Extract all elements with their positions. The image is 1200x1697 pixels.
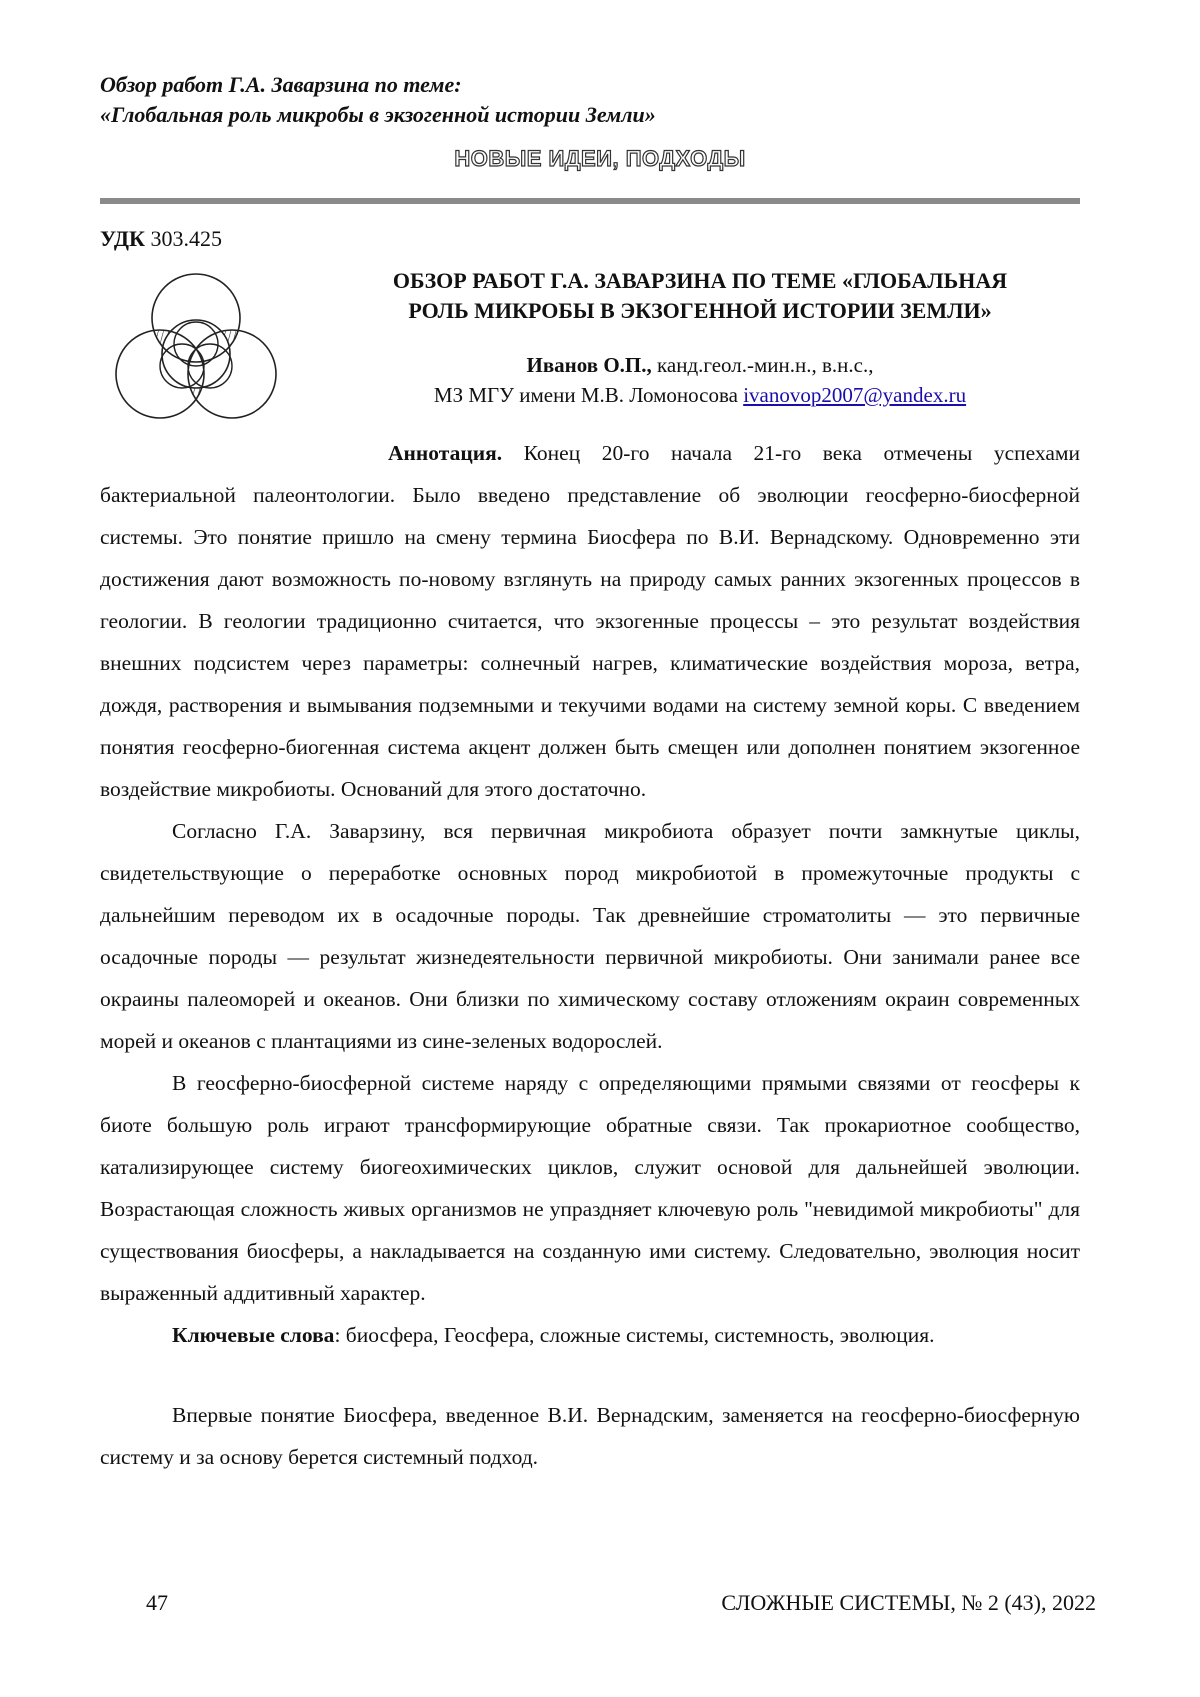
title-line1: ОБЗОР РАБОТ Г.А. ЗАВАРЗИНА ПО ТЕМЕ «ГЛОБАЛЬНАЯ [392,268,1008,293]
author-line1 [320,350,1080,380]
author-email-link[interactable]: ivanovop2007@yandex.ru [743,383,967,407]
section-banner: НОВЫЕ ИДЕИ, ПОДХОДЫ [454,146,746,171]
udc-value: 303.425 [150,226,223,251]
header-divider [100,198,1080,204]
journal-footer: СЛОЖНЫЕ СИСТЕМЫ, № 2 (43), 2022 [721,1590,1096,1615]
author-name: Иванов О.П., [526,353,652,377]
running-title-line1: Обзор работ Г.А. Заварзина по теме: [100,72,462,97]
abstract-text: Конец 20-го начала 21-го века отмечены успехами бактериальной палеонтологии. Было введено представление об эволюции геосферно-биосферной системы. Это понятие пришло на смену термина Биосфера по В.И. Вернадскому. Одновременно эти достижения дают возможность по-новому взглянуть на природу самых ранних экзогенных процессов в геологии. В геологии традиционно считается, что экзогенные процессы – это результат воздействия внешних подсистем через параметры: солнечный нагрев, климатические воздействия мороза, ветра, дождя, растворения и вымывания подземными и текучими водами на систему земной коры. С введением понятия геосферно-биогенная система акцент должен быть смещен или дополнен понятием экзогенное воздействие микробиоты. Оснований для этого достаточно. [100,441,1080,801]
abstract-paragraph-3: В геосферно-биосферной системе наряду с определяющими прямыми связями от геосферы к биоте большую роль играют трансформирующие обратные связи. Так прокариотное сообщество, катализирующее систему биогеохимических циклов, служит основой для дальнейшей эволюции. Возрастающая сложность живых организмов не упраздняет ключевую роль "невидимой микробиоты" для существования биосферы, а накладывается на созданную ими систему. Следовательно, эволюция носит выраженный аддитивный характер. [100,1071,1080,1305]
udc-label: УДК [100,226,146,251]
udc-code [100,226,222,252]
keywords-text: : биосфера, Геосфера, сложные системы, системность, эволюция. [334,1323,935,1347]
article-title [320,266,1080,326]
author-block [320,350,1080,410]
author-affiliation: МЗ МГУ имени М.В. Ломоносова [433,383,744,407]
keywords-label: Ключевые слова [172,1323,335,1347]
author-degree: канд.геол.-мин.н., в.н.с., [651,353,874,377]
body-paragraph-1: Впервые понятие Биосфера, введенное В.И. Вернадским, заменяется на геосферно-биосферную систему и за основу берется системный подход. [100,1403,1080,1469]
article-body [100,432,1080,1478]
running-head [100,70,1080,130]
page-number: 47 [146,1590,168,1615]
running-title-line2: «Глобальная роль микробы в экзогенной истории Земли» [100,102,656,127]
three-circles-logo-icon [100,258,292,450]
abstract-paragraph-2: Согласно Г.А. Заварзину, вся первичная микробиота образует почти замкнутые циклы, свидетельствующие о переработке основных пород микробиотой в промежуточные продукты с дальнейшим переводом их в осадочные породы. Так древнейшие строматолиты — это первичные осадочные породы — результат жизнедеятельности первичной микробиоты. Они занимали ранее все окраины палеоморей и океанов. Они близки по химическому составу отложениям окраин современных морей и океанов с плантациями из сине-зеленых водорослей. [100,819,1080,1053]
author-line2 [320,380,1080,410]
spacer [100,1356,1080,1394]
abstract-paragraph [100,432,1080,810]
keywords [100,1314,1080,1356]
abstract-label: Аннотация. [388,441,503,465]
title-line2: РОЛЬ МИКРОБЫ В ЭКЗОГЕННОЙ ИСТОРИИ ЗЕМЛИ» [408,298,992,323]
